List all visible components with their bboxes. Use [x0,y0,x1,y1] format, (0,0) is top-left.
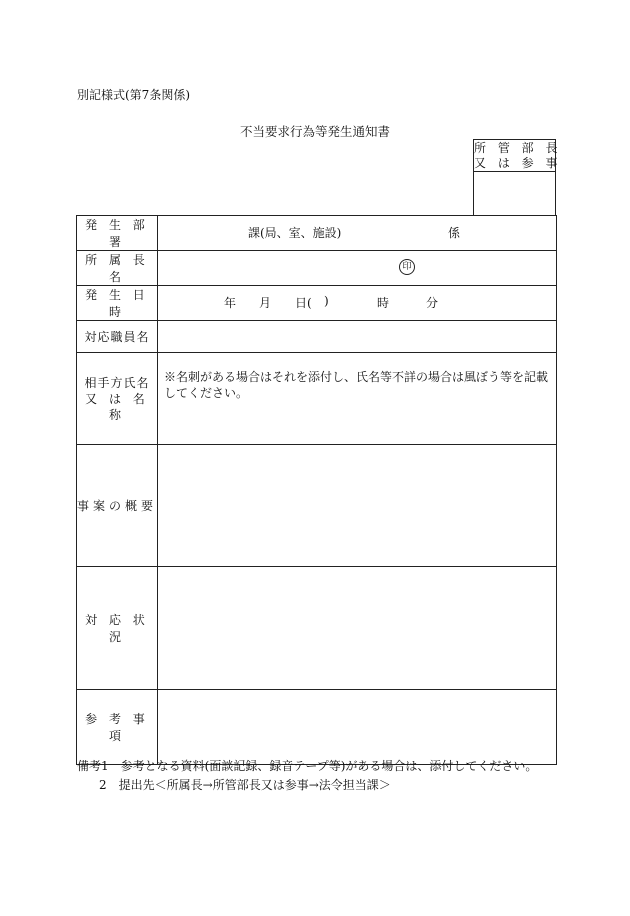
field-department[interactable] [158,216,557,251]
label-response: 対 応 状 況 [77,567,158,690]
remark-1: 備考1 参考となる資料(面談記録、録音テープ等)がある場合は、添付してください。 [77,759,538,773]
approval-stamp-header [474,140,562,172]
field-chief[interactable] [158,251,557,286]
field-response[interactable] [158,567,557,690]
label-summary: 事案の概要 [77,445,158,567]
row-datetime [77,286,557,321]
approval-line-1: 所 管 部 長 [474,141,562,155]
day-text: 日( [295,296,312,310]
document-title: 不当要求行為等発生通知書 [239,124,390,139]
remark-2: 2 提出先＜所属長→所管部長又は参事→法令担当課＞ [99,778,391,792]
seal-mark: 印 [399,259,415,275]
label-other-party [77,353,158,445]
form-reference: 別記様式(第7条関係) [77,88,190,102]
weekday-close: ) [324,294,329,308]
approval-line-2: 又 は 参 事 [474,156,562,170]
field-other-party[interactable] [158,353,557,445]
label-staff: 対応職員名 [77,321,158,353]
field-staff[interactable] [158,321,557,353]
field-summary[interactable] [158,445,557,567]
minute-text: 分 [426,296,439,310]
row-response [77,567,557,690]
row-other-party [77,353,557,445]
label-other-party-line2: 又 は 名 称 [85,391,149,422]
row-summary [77,445,557,567]
row-staff [77,321,557,353]
month-text: 月 [259,296,272,310]
year-text: 年 [224,296,237,310]
row-reference-items [77,690,557,765]
label-chief: 所 属 長 名 [77,251,158,286]
hour-text: 時 [377,296,390,310]
label-department: 発 生 部 署 [77,216,158,251]
field-reference-items[interactable] [158,690,557,765]
label-reference-items: 参 考 事 項 [77,690,158,765]
row-department [77,216,557,251]
notification-form-table [76,215,557,765]
label-other-party-line1: 相手方氏名 [84,375,150,390]
other-party-note: ※名刺がある場合はそれを添付し、氏名等不詳の場合は風ぼう等を記載してください。 [164,370,549,400]
field-datetime[interactable] [158,286,557,321]
row-chief [77,251,557,286]
ka-text: 課(局、室、施設) [248,226,342,240]
label-datetime: 発 生 日 時 [77,286,158,321]
approval-stamp-box [473,139,562,216]
kakari-text: 係 [448,226,461,240]
